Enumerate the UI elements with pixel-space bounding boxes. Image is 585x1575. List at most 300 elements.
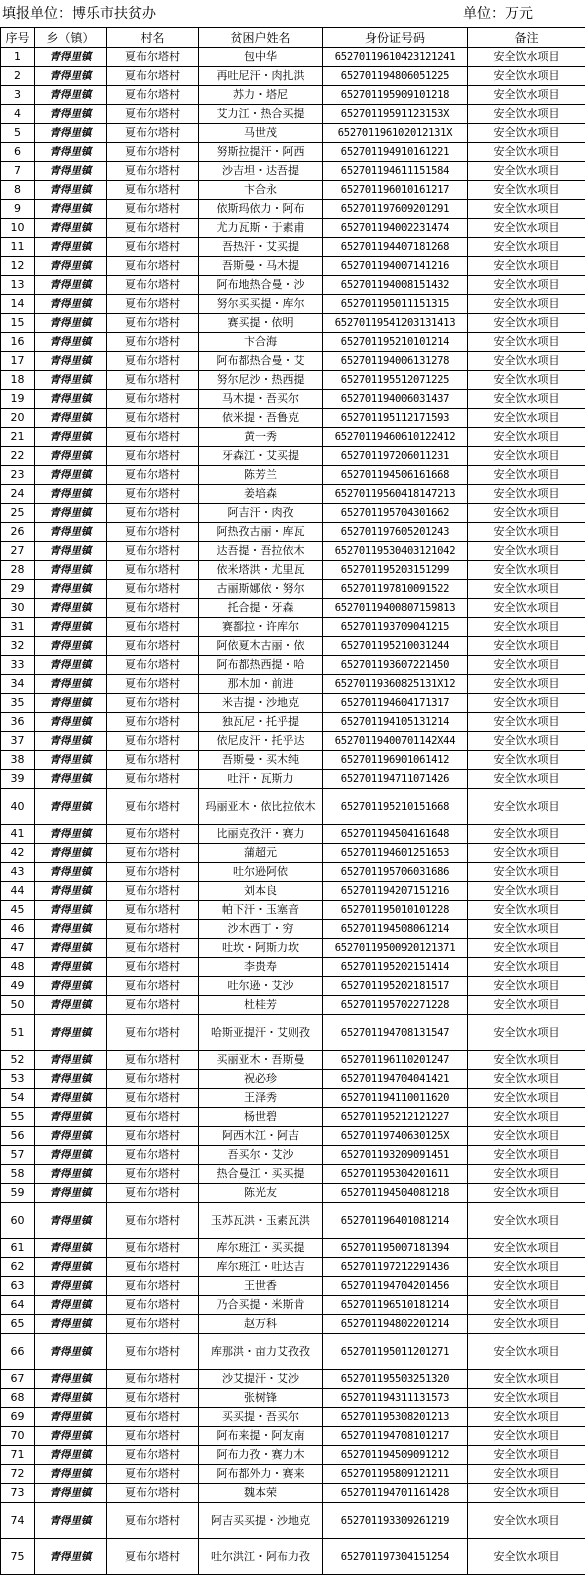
name-cell: 吐坎・阿斯力坎 [199, 939, 323, 958]
note-cell: 安全饮水项目 [468, 637, 585, 656]
id-number-cell: 652701194002231474 [323, 219, 468, 238]
id-number-cell: 652701194509091212 [323, 1446, 468, 1465]
name-cell: 乃合买提・米斯肯 [199, 1296, 323, 1315]
table-row [1, 466, 585, 485]
town-cell: 青得里镇 [35, 276, 107, 295]
village-cell: 夏布尔塔村 [107, 333, 199, 352]
note-cell: 安全饮水项目 [468, 996, 585, 1015]
village-cell: 夏布尔塔村 [107, 1258, 199, 1277]
town-cell: 青得里镇 [35, 238, 107, 257]
town-cell: 青得里镇 [35, 504, 107, 523]
village-cell: 夏布尔塔村 [107, 523, 199, 542]
id-number-cell: 652701195308201213 [323, 1408, 468, 1427]
id-number-cell: 652701194802201214 [323, 1315, 468, 1334]
id-number-cell: 65270119740630125X [323, 1127, 468, 1146]
name-cell: 帕下汗・玉塞音 [199, 901, 323, 920]
town-cell: 青得里镇 [35, 409, 107, 428]
table-row [1, 1165, 585, 1184]
note-cell: 安全饮水项目 [468, 844, 585, 863]
table-row [1, 675, 585, 694]
village-cell: 夏布尔塔村 [107, 1334, 199, 1370]
table-row [1, 1051, 585, 1070]
id-number-cell: 652701194207151216 [323, 882, 468, 901]
town-cell: 青得里镇 [35, 1370, 107, 1389]
village-cell: 夏布尔塔村 [107, 713, 199, 732]
index-cell: 15 [1, 314, 35, 333]
name-cell: 达吾提・吾拉依木 [199, 542, 323, 561]
note-cell: 安全饮水项目 [468, 732, 585, 751]
col-header-id: 身份证号码 [323, 28, 468, 48]
note-cell: 安全饮水项目 [468, 409, 585, 428]
index-cell: 16 [1, 333, 35, 352]
note-cell: 安全饮水项目 [468, 200, 585, 219]
town-cell: 青得里镇 [35, 1484, 107, 1503]
table-row [1, 863, 585, 882]
name-cell: 玉苏瓦洪・玉素瓦洪 [199, 1203, 323, 1239]
village-cell: 夏布尔塔村 [107, 939, 199, 958]
name-cell: 阿布都热合曼・艾 [199, 352, 323, 371]
name-cell: 赛都拉・许库尔 [199, 618, 323, 637]
id-number-cell: 652701195503251320 [323, 1370, 468, 1389]
town-cell: 青得里镇 [35, 1239, 107, 1258]
id-number-cell: 65270119530403121042 [323, 542, 468, 561]
table-row [1, 352, 585, 371]
index-cell: 17 [1, 352, 35, 371]
town-cell: 青得里镇 [35, 599, 107, 618]
village-cell: 夏布尔塔村 [107, 1446, 199, 1465]
note-cell: 安全饮水项目 [468, 1296, 585, 1315]
id-number-cell: 652701195704301662 [323, 504, 468, 523]
village-cell: 夏布尔塔村 [107, 1203, 199, 1239]
town-cell: 青得里镇 [35, 67, 107, 86]
index-cell: 31 [1, 618, 35, 637]
id-number-cell: 652701194704201456 [323, 1277, 468, 1296]
id-number-cell: 652701195007181394 [323, 1239, 468, 1258]
index-cell: 54 [1, 1089, 35, 1108]
town-cell: 青得里镇 [35, 977, 107, 996]
village-cell: 夏布尔塔村 [107, 958, 199, 977]
name-cell: 吾热汗・艾买提 [199, 238, 323, 257]
note-cell: 安全饮水项目 [468, 1051, 585, 1070]
table-row [1, 86, 585, 105]
table-row [1, 1146, 585, 1165]
village-cell: 夏布尔塔村 [107, 162, 199, 181]
name-cell: 黄一秀 [199, 428, 323, 447]
note-cell: 安全饮水项目 [468, 447, 585, 466]
table-row [1, 1296, 585, 1315]
name-cell: 独瓦尼・托乎提 [199, 713, 323, 732]
note-cell: 安全饮水项目 [468, 1484, 585, 1503]
note-cell: 安全饮水项目 [468, 1146, 585, 1165]
table-row [1, 67, 585, 86]
index-cell: 24 [1, 485, 35, 504]
table-row [1, 314, 585, 333]
village-cell: 夏布尔塔村 [107, 1277, 199, 1296]
name-cell: 马世茂 [199, 124, 323, 143]
table-row [1, 257, 585, 276]
id-number-cell: 65270119400701142X44 [323, 732, 468, 751]
name-cell: 王泽秀 [199, 1089, 323, 1108]
id-number-cell: 652701194708131547 [323, 1015, 468, 1051]
town-cell: 青得里镇 [35, 1277, 107, 1296]
name-cell: 阿布来提・阿友南 [199, 1427, 323, 1446]
note-cell: 安全饮水项目 [468, 1127, 585, 1146]
index-cell: 40 [1, 789, 35, 825]
index-cell: 73 [1, 1484, 35, 1503]
note-cell: 安全饮水项目 [468, 352, 585, 371]
village-cell: 夏布尔塔村 [107, 1539, 199, 1575]
note-cell: 安全饮水项目 [468, 314, 585, 333]
note-cell: 安全饮水项目 [468, 1370, 585, 1389]
table-row [1, 276, 585, 295]
index-cell: 13 [1, 276, 35, 295]
note-cell: 安全饮水项目 [468, 561, 585, 580]
name-cell: 比丽克孜汗・赛力 [199, 825, 323, 844]
id-number-cell: 652701195212121227 [323, 1108, 468, 1127]
name-cell: 依斯玛依力・阿布 [199, 200, 323, 219]
village-cell: 夏布尔塔村 [107, 276, 199, 295]
table-row [1, 1277, 585, 1296]
table-row [1, 48, 585, 67]
table-row [1, 143, 585, 162]
index-cell: 59 [1, 1184, 35, 1203]
town-cell: 青得里镇 [35, 656, 107, 675]
village-cell: 夏布尔塔村 [107, 1296, 199, 1315]
village-cell: 夏布尔塔村 [107, 1389, 199, 1408]
note-cell: 安全饮水项目 [468, 1446, 585, 1465]
name-cell: 阿布都外力・赛来 [199, 1465, 323, 1484]
name-cell: 努尔买买提・库尔 [199, 295, 323, 314]
index-cell: 75 [1, 1539, 35, 1575]
id-number-cell: 65270119541203131413 [323, 314, 468, 333]
table-row [1, 732, 585, 751]
table-row [1, 1127, 585, 1146]
id-number-cell: 652701196901061412 [323, 751, 468, 770]
town-cell: 青得里镇 [35, 637, 107, 656]
town-cell: 青得里镇 [35, 1465, 107, 1484]
name-cell: 赵万科 [199, 1315, 323, 1334]
village-cell: 夏布尔塔村 [107, 580, 199, 599]
note-cell: 安全饮水项目 [468, 48, 585, 67]
town-cell: 青得里镇 [35, 1089, 107, 1108]
table-row [1, 1315, 585, 1334]
table-row [1, 561, 585, 580]
town-cell: 青得里镇 [35, 580, 107, 599]
name-cell: 努尔尼沙・热西提 [199, 371, 323, 390]
town-cell: 青得里镇 [35, 219, 107, 238]
name-cell: 杨世碧 [199, 1108, 323, 1127]
index-cell: 26 [1, 523, 35, 542]
id-number-cell: 652701195011151315 [323, 295, 468, 314]
id-number-cell: 652701194604171317 [323, 694, 468, 713]
id-number-cell: 652701194701161428 [323, 1484, 468, 1503]
town-cell: 青得里镇 [35, 1203, 107, 1239]
name-cell: 陈芳兰 [199, 466, 323, 485]
village-cell: 夏布尔塔村 [107, 732, 199, 751]
id-number-cell: 652701195202181517 [323, 977, 468, 996]
id-number-cell: 65270119400807159813 [323, 599, 468, 618]
name-cell: 吾斯曼・马木提 [199, 257, 323, 276]
id-number-cell: 652701194508061214 [323, 920, 468, 939]
town-cell: 青得里镇 [35, 751, 107, 770]
note-cell: 安全饮水项目 [468, 656, 585, 675]
town-cell: 青得里镇 [35, 143, 107, 162]
index-cell: 65 [1, 1315, 35, 1334]
town-cell: 青得里镇 [35, 618, 107, 637]
table-row [1, 694, 585, 713]
table-row [1, 599, 585, 618]
table-row [1, 447, 585, 466]
town-cell: 青得里镇 [35, 770, 107, 789]
note-cell: 安全饮水项目 [468, 1408, 585, 1427]
town-cell: 青得里镇 [35, 181, 107, 200]
village-cell: 夏布尔塔村 [107, 1484, 199, 1503]
sheet-header [0, 0, 585, 27]
village-cell: 夏布尔塔村 [107, 219, 199, 238]
table-row [1, 333, 585, 352]
village-cell: 夏布尔塔村 [107, 637, 199, 656]
town-cell: 青得里镇 [35, 694, 107, 713]
index-cell: 69 [1, 1408, 35, 1427]
name-cell: 阿布地热合曼・沙 [199, 276, 323, 295]
name-cell: 祝必珍 [199, 1070, 323, 1089]
village-cell: 夏布尔塔村 [107, 181, 199, 200]
note-cell: 安全饮水项目 [468, 162, 585, 181]
col-header-note: 备注 [468, 28, 585, 48]
table-row [1, 105, 585, 124]
village-cell: 夏布尔塔村 [107, 770, 199, 789]
town-cell: 青得里镇 [35, 844, 107, 863]
village-cell: 夏布尔塔村 [107, 67, 199, 86]
town-cell: 青得里镇 [35, 48, 107, 67]
index-cell: 60 [1, 1203, 35, 1239]
col-header-index: 序号 [1, 28, 35, 48]
village-cell: 夏布尔塔村 [107, 1465, 199, 1484]
note-cell: 安全饮水项目 [468, 920, 585, 939]
village-cell: 夏布尔塔村 [107, 1146, 199, 1165]
village-cell: 夏布尔塔村 [107, 447, 199, 466]
note-cell: 安全饮水项目 [468, 751, 585, 770]
table-row [1, 523, 585, 542]
name-cell: 那木加・前进 [199, 675, 323, 694]
town-cell: 青得里镇 [35, 675, 107, 694]
note-cell: 安全饮水项目 [468, 143, 585, 162]
name-cell: 卞合永 [199, 181, 323, 200]
note-cell: 安全饮水项目 [468, 1070, 585, 1089]
table-row [1, 1334, 585, 1370]
index-cell: 35 [1, 694, 35, 713]
table-row [1, 637, 585, 656]
name-cell: 吐汗・瓦斯力 [199, 770, 323, 789]
col-header-town: 乡（镇） [35, 28, 107, 48]
index-cell: 34 [1, 675, 35, 694]
note-cell: 安全饮水项目 [468, 504, 585, 523]
table-row [1, 751, 585, 770]
poverty-household-table [0, 27, 585, 1575]
id-number-cell: 652701195203151299 [323, 561, 468, 580]
id-number-cell: 652701197810091522 [323, 580, 468, 599]
village-cell: 夏布尔塔村 [107, 124, 199, 143]
village-cell: 夏布尔塔村 [107, 1370, 199, 1389]
town-cell: 青得里镇 [35, 466, 107, 485]
town-cell: 青得里镇 [35, 1539, 107, 1575]
name-cell: 古丽斯娜依・努尔 [199, 580, 323, 599]
id-number-cell: 652701195512071225 [323, 371, 468, 390]
note-cell: 安全饮水项目 [468, 1184, 585, 1203]
note-cell: 安全饮水项目 [468, 939, 585, 958]
table-row [1, 1089, 585, 1108]
table-row [1, 409, 585, 428]
note-cell: 安全饮水项目 [468, 523, 585, 542]
table-row [1, 1108, 585, 1127]
town-cell: 青得里镇 [35, 352, 107, 371]
table-row [1, 371, 585, 390]
village-cell: 夏布尔塔村 [107, 977, 199, 996]
index-cell: 42 [1, 844, 35, 863]
id-number-cell: 652701194601251653 [323, 844, 468, 863]
name-cell: 牙森江・艾买提 [199, 447, 323, 466]
index-cell: 1 [1, 48, 35, 67]
index-cell: 41 [1, 825, 35, 844]
name-cell: 沙木西丁・穷 [199, 920, 323, 939]
note-cell: 安全饮水项目 [468, 770, 585, 789]
id-number-cell: 652701195210151668 [323, 789, 468, 825]
table-row [1, 713, 585, 732]
note-cell: 安全饮水项目 [468, 1503, 585, 1539]
town-cell: 青得里镇 [35, 1408, 107, 1427]
town-cell: 青得里镇 [35, 333, 107, 352]
id-number-cell: 652701194311131573 [323, 1389, 468, 1408]
name-cell: 李贵寿 [199, 958, 323, 977]
note-cell: 安全饮水项目 [468, 618, 585, 637]
table-row [1, 901, 585, 920]
table-row [1, 390, 585, 409]
name-cell: 陈光友 [199, 1184, 323, 1203]
town-cell: 青得里镇 [35, 124, 107, 143]
id-number-cell: 652701195210031244 [323, 637, 468, 656]
name-cell: 努斯拉提汗・阿西 [199, 143, 323, 162]
village-cell: 夏布尔塔村 [107, 599, 199, 618]
town-cell: 青得里镇 [35, 105, 107, 124]
id-number-cell: 652701196102012131X [323, 124, 468, 143]
town-cell: 青得里镇 [35, 920, 107, 939]
town-cell: 青得里镇 [35, 561, 107, 580]
note-cell: 安全饮水项目 [468, 542, 585, 561]
village-cell: 夏布尔塔村 [107, 825, 199, 844]
name-cell: 买买提・吾买尔 [199, 1408, 323, 1427]
note-cell: 安全饮水项目 [468, 67, 585, 86]
name-cell: 阿布都热西提・哈 [199, 656, 323, 675]
index-cell: 21 [1, 428, 35, 447]
note-cell: 安全饮水项目 [468, 1315, 585, 1334]
id-number-cell: 652701194006031437 [323, 390, 468, 409]
name-cell: 依米提・吾鲁克 [199, 409, 323, 428]
village-cell: 夏布尔塔村 [107, 675, 199, 694]
table-row [1, 1484, 585, 1503]
id-number-cell: 652701194910161221 [323, 143, 468, 162]
index-cell: 71 [1, 1446, 35, 1465]
name-cell: 阿吉买买提・沙地克 [199, 1503, 323, 1539]
table-row [1, 200, 585, 219]
table-row [1, 1446, 585, 1465]
note-cell: 安全饮水项目 [468, 694, 585, 713]
index-cell: 36 [1, 713, 35, 732]
note-cell: 安全饮水项目 [468, 124, 585, 143]
table-row [1, 1239, 585, 1258]
note-cell: 安全饮水项目 [468, 181, 585, 200]
village-cell: 夏布尔塔村 [107, 257, 199, 276]
village-cell: 夏布尔塔村 [107, 1239, 199, 1258]
note-cell: 安全饮水项目 [468, 1277, 585, 1296]
name-cell: 米吉提・沙地克 [199, 694, 323, 713]
table-row [1, 504, 585, 523]
town-cell: 青得里镇 [35, 1127, 107, 1146]
town-cell: 青得里镇 [35, 958, 107, 977]
village-cell: 夏布尔塔村 [107, 1184, 199, 1203]
name-cell: 阿依夏木古丽・依 [199, 637, 323, 656]
note-cell: 安全饮水项目 [468, 825, 585, 844]
town-cell: 青得里镇 [35, 447, 107, 466]
note-cell: 安全饮水项目 [468, 977, 585, 996]
name-cell: 库那洪・亩力艾孜孜 [199, 1334, 323, 1370]
town-cell: 青得里镇 [35, 162, 107, 181]
note-cell: 安全饮水项目 [468, 1258, 585, 1277]
index-cell: 68 [1, 1389, 35, 1408]
name-cell: 玛丽亚木・依比拉依木 [199, 789, 323, 825]
name-cell: 哈斯亚提汗・艾则孜 [199, 1015, 323, 1051]
note-cell: 安全饮水项目 [468, 466, 585, 485]
id-number-cell: 652701196510181214 [323, 1296, 468, 1315]
table-row [1, 580, 585, 599]
town-cell: 青得里镇 [35, 1015, 107, 1051]
note-cell: 安全饮水项目 [468, 238, 585, 257]
name-cell: 阿吉汗・肉孜 [199, 504, 323, 523]
name-cell: 刘本良 [199, 882, 323, 901]
index-cell: 63 [1, 1277, 35, 1296]
note-cell: 安全饮水项目 [468, 958, 585, 977]
town-cell: 青得里镇 [35, 257, 107, 276]
table-header-row [1, 28, 585, 48]
note-cell: 安全饮水项目 [468, 1239, 585, 1258]
index-cell: 14 [1, 295, 35, 314]
index-cell: 5 [1, 124, 35, 143]
village-cell: 夏布尔塔村 [107, 314, 199, 333]
note-cell: 安全饮水项目 [468, 713, 585, 732]
name-cell: 阿热孜古丽・库瓦 [199, 523, 323, 542]
village-cell: 夏布尔塔村 [107, 751, 199, 770]
id-number-cell: 652701195112171593 [323, 409, 468, 428]
village-cell: 夏布尔塔村 [107, 390, 199, 409]
table-row [1, 1465, 585, 1484]
id-number-cell: 652701194110011620 [323, 1089, 468, 1108]
town-cell: 青得里镇 [35, 1146, 107, 1165]
town-cell: 青得里镇 [35, 1258, 107, 1277]
town-cell: 青得里镇 [35, 1296, 107, 1315]
village-cell: 夏布尔塔村 [107, 1015, 199, 1051]
name-cell: 托合提・牙森 [199, 599, 323, 618]
id-number-cell: 652701195011201271 [323, 1334, 468, 1370]
id-number-cell: 652701195210101214 [323, 333, 468, 352]
name-cell: 再吐尼汗・肉扎洪 [199, 67, 323, 86]
town-cell: 青得里镇 [35, 523, 107, 542]
id-number-cell: 652701193607221450 [323, 656, 468, 675]
id-number-cell: 65270119560418147213 [323, 485, 468, 504]
table-row [1, 1015, 585, 1051]
id-number-cell: 65270119500920121371 [323, 939, 468, 958]
index-cell: 10 [1, 219, 35, 238]
note-cell: 安全饮水项目 [468, 86, 585, 105]
index-cell: 70 [1, 1427, 35, 1446]
